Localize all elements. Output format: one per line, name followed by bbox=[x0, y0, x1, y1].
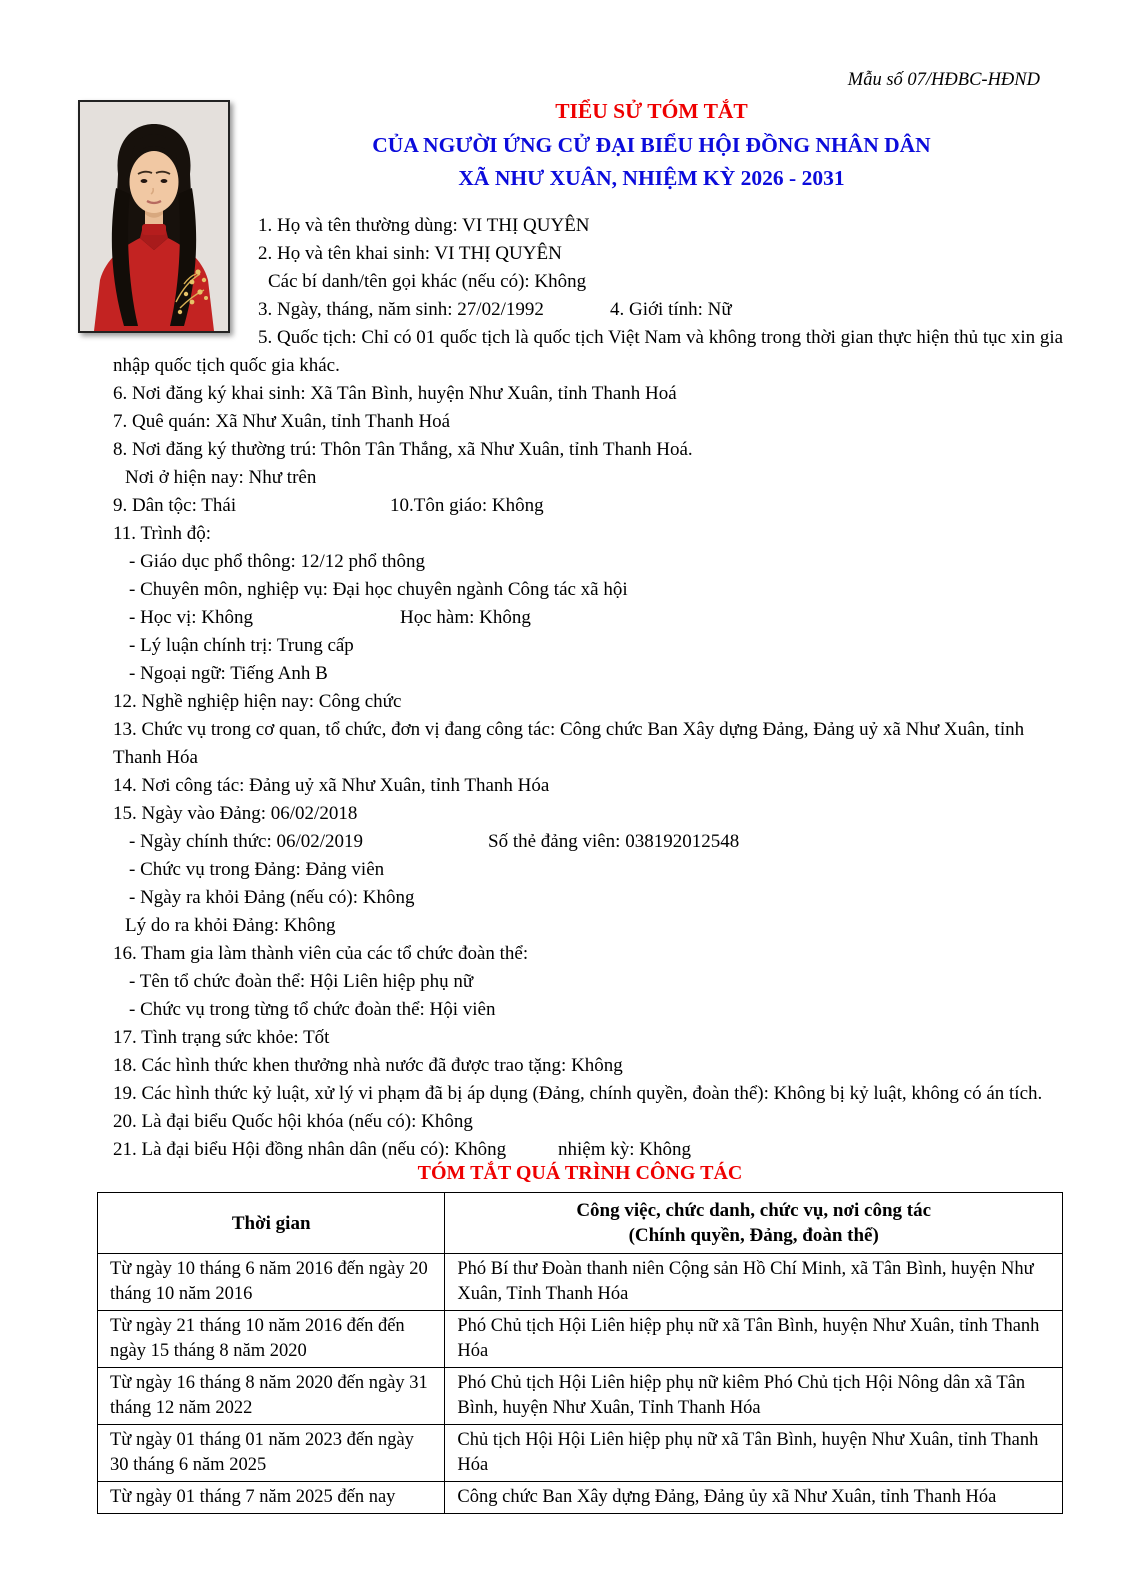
field-birth-date bbox=[113, 296, 1065, 324]
ethnicity-text: 9. Dân tộc: Thái bbox=[113, 495, 237, 516]
work-description: Công chức Ban Xây dựng Đảng, Đảng ủy xã Như Xuân, tỉnh Thanh Hóa bbox=[445, 1482, 1063, 1514]
work-period: Từ ngày 16 tháng 8 năm 2020 đến ngày 31 tháng 12 năm 2022 bbox=[98, 1368, 445, 1425]
field-academic-degree bbox=[113, 604, 1065, 632]
title-line-1: TIỂU SỬ TÓM TẮT bbox=[555, 99, 748, 123]
table-header-row bbox=[98, 1193, 1063, 1254]
birth-date-text: 3. Ngày, tháng, năm sinh: 27/02/1992 bbox=[258, 299, 544, 320]
field-council-term: nhiệm kỳ: Không bbox=[558, 1139, 691, 1160]
field-general-education: - Giáo dục phổ thông: 12/12 phổ thông bbox=[129, 551, 426, 572]
field-academic-title: Học hàm: Không bbox=[400, 607, 531, 628]
field-state-awards: 18. Các hình thức khen thưởng nhà nước đã được trao tặng: Không bbox=[113, 1055, 623, 1076]
field-workplace: 14. Nơi công tác: Đảng uỷ xã Như Xuân, tỉnh Thanh Hóa bbox=[113, 775, 550, 796]
table-row bbox=[98, 1368, 1063, 1425]
field-organizations-header: 16. Tham gia làm thành viên của các tổ chức đoàn thể: bbox=[113, 943, 529, 964]
field-organization-role: - Chức vụ trong từng tổ chức đoàn thể: Hội viên bbox=[129, 999, 496, 1020]
official-date-text: - Ngày chính thức: 06/02/2019 bbox=[129, 831, 364, 852]
field-health-status: 17. Tình trạng sức khỏe: Tốt bbox=[113, 1027, 330, 1048]
column-header-time: Thời gian bbox=[98, 1193, 445, 1254]
field-party-join-date: 15. Ngày vào Đảng: 06/02/2018 bbox=[113, 803, 358, 824]
field-party-exit-date: - Ngày ra khỏi Đảng (nếu có): Không bbox=[129, 887, 415, 908]
form-code-label: Mẫu số 07/HĐBC-HĐND bbox=[847, 70, 1040, 90]
work-period: Từ ngày 01 tháng 7 năm 2025 đến nay bbox=[98, 1482, 445, 1514]
work-description: Phó Bí thư Đoàn thanh niên Cộng sản Hồ Chí Minh, xã Tân Bình, huyện Như Xuân, Tỉnh Thanh Hóa bbox=[445, 1254, 1063, 1311]
column-header-job bbox=[445, 1193, 1063, 1254]
table-row bbox=[98, 1482, 1063, 1514]
work-description: Phó Chủ tịch Hội Liên hiệp phụ nữ kiêm Phó Chủ tịch Hội Nông dân xã Tân Bình, huyện Như Xuân, Tỉnh Thanh Hóa bbox=[445, 1368, 1063, 1425]
work-history-title: TÓM TẮT QUÁ TRÌNH CÔNG TÁC bbox=[417, 1162, 743, 1184]
field-professional-education: - Chuyên môn, nghiệp vụ: Đại học chuyên ngành Công tác xã hội bbox=[129, 579, 628, 600]
field-political-theory: - Lý luận chính trị: Trung cấp bbox=[129, 635, 354, 656]
field-aliases: Các bí danh/tên gọi khác (nếu có): Không bbox=[268, 271, 587, 292]
peoples-council-text: 21. Là đại biểu Hội đồng nhân dân (nếu có): Không bbox=[113, 1139, 507, 1160]
work-period: Từ ngày 01 tháng 01 năm 2023 đến ngày 30 tháng 6 năm 2025 bbox=[98, 1425, 445, 1482]
field-party-card-number: Số thẻ đảng viên: 038192012548 bbox=[488, 831, 740, 852]
field-ethnicity bbox=[113, 492, 1065, 520]
field-party-official-date bbox=[113, 828, 1065, 856]
work-period: Từ ngày 10 tháng 6 năm 2016 đến ngày 20 tháng 10 năm 2016 bbox=[98, 1254, 445, 1311]
field-education-header: 11. Trình độ: bbox=[113, 523, 212, 544]
field-religion: 10.Tôn giáo: Không bbox=[390, 495, 544, 516]
work-history-section bbox=[97, 1162, 1063, 1514]
field-current-position: 13. Chức vụ trong cơ quan, tổ chức, đơn vị đang công tác: Công chức Ban Xây dựng Đảng, Đảng uỷ xã Như Xuân, tỉnh Thanh Hóa bbox=[113, 719, 1025, 768]
field-permanent-residence: 8. Nơi đăng ký thường trú: Thôn Tân Thắng, xã Như Xuân, tỉnh Thanh Hoá. bbox=[113, 439, 693, 460]
work-history-table bbox=[97, 1192, 1063, 1514]
work-period: Từ ngày 21 tháng 10 năm 2016 đến đến ngày 15 tháng 8 năm 2020 bbox=[98, 1311, 445, 1368]
table-row bbox=[98, 1254, 1063, 1311]
field-disciplinary-actions: 19. Các hình thức kỷ luật, xử lý vi phạm đã bị áp dụng (Đảng, chính quyền, đoàn thể): Không bị kỷ luật, không có án tích. bbox=[113, 1083, 1043, 1104]
column-header-job-line1: Công việc, chức danh, chức vụ, nơi công tác bbox=[576, 1200, 932, 1221]
field-gender: 4. Giới tính: Nữ bbox=[610, 299, 732, 320]
field-birth-registration: 6. Nơi đăng ký khai sinh: Xã Tân Bình, huyện Như Xuân, tỉnh Thanh Hoá bbox=[113, 383, 677, 404]
degree-text: - Học vị: Không bbox=[129, 607, 254, 628]
field-foreign-language: - Ngoại ngữ: Tiếng Anh B bbox=[129, 663, 328, 684]
field-hometown: 7. Quê quán: Xã Như Xuân, tỉnh Thanh Hoá bbox=[113, 411, 451, 432]
field-peoples-council bbox=[113, 1136, 1065, 1164]
field-party-position: - Chức vụ trong Đảng: Đảng viên bbox=[129, 859, 385, 880]
work-description: Chủ tịch Hội Hội Liên hiệp phụ nữ xã Tân Bình, huyện Như Xuân, tỉnh Thanh Hóa bbox=[445, 1425, 1063, 1482]
table-row bbox=[98, 1425, 1063, 1482]
field-current-occupation: 12. Nghề nghiệp hiện nay: Công chức bbox=[113, 691, 402, 712]
column-header-job-line2: (Chính quyền, Đảng, đoàn thể) bbox=[628, 1225, 879, 1246]
biography-fields bbox=[113, 212, 1065, 1164]
title-line-3: XÃ NHƯ XUÂN, NHIỆM KỲ 2026 - 2031 bbox=[458, 166, 845, 190]
field-national-assembly: 20. Là đại biểu Quốc hội khóa (nếu có): Không bbox=[113, 1111, 473, 1132]
document-title-block bbox=[240, 99, 1063, 199]
title-line-2: CỦA NGƯỜI ỨNG CỬ ĐẠI BIỂU HỘI ĐỒNG NHÂN DÂN bbox=[372, 133, 931, 157]
field-party-exit-reason: Lý do ra khỏi Đảng: Không bbox=[125, 915, 336, 936]
work-description: Phó Chủ tịch Hội Liên hiệp phụ nữ xã Tân Bình, huyện Như Xuân, tỉnh Thanh Hóa bbox=[445, 1311, 1063, 1368]
table-row bbox=[98, 1311, 1063, 1368]
field-organization-name: - Tên tổ chức đoàn thể: Hội Liên hiệp phụ nữ bbox=[129, 971, 474, 992]
field-common-name: 1. Họ và tên thường dùng: VI THỊ QUYÊN bbox=[258, 215, 590, 236]
field-birth-name: 2. Họ và tên khai sinh: VI THỊ QUYÊN bbox=[258, 243, 562, 264]
field-nationality: 5. Quốc tịch: Chỉ có 01 quốc tịch là quốc tịch Việt Nam và không trong thời gian thực hiện thủ tục xin gia nhập quốc tịch quốc gia khác. bbox=[113, 327, 1064, 376]
field-current-residence: Nơi ở hiện nay: Như trên bbox=[125, 467, 317, 488]
